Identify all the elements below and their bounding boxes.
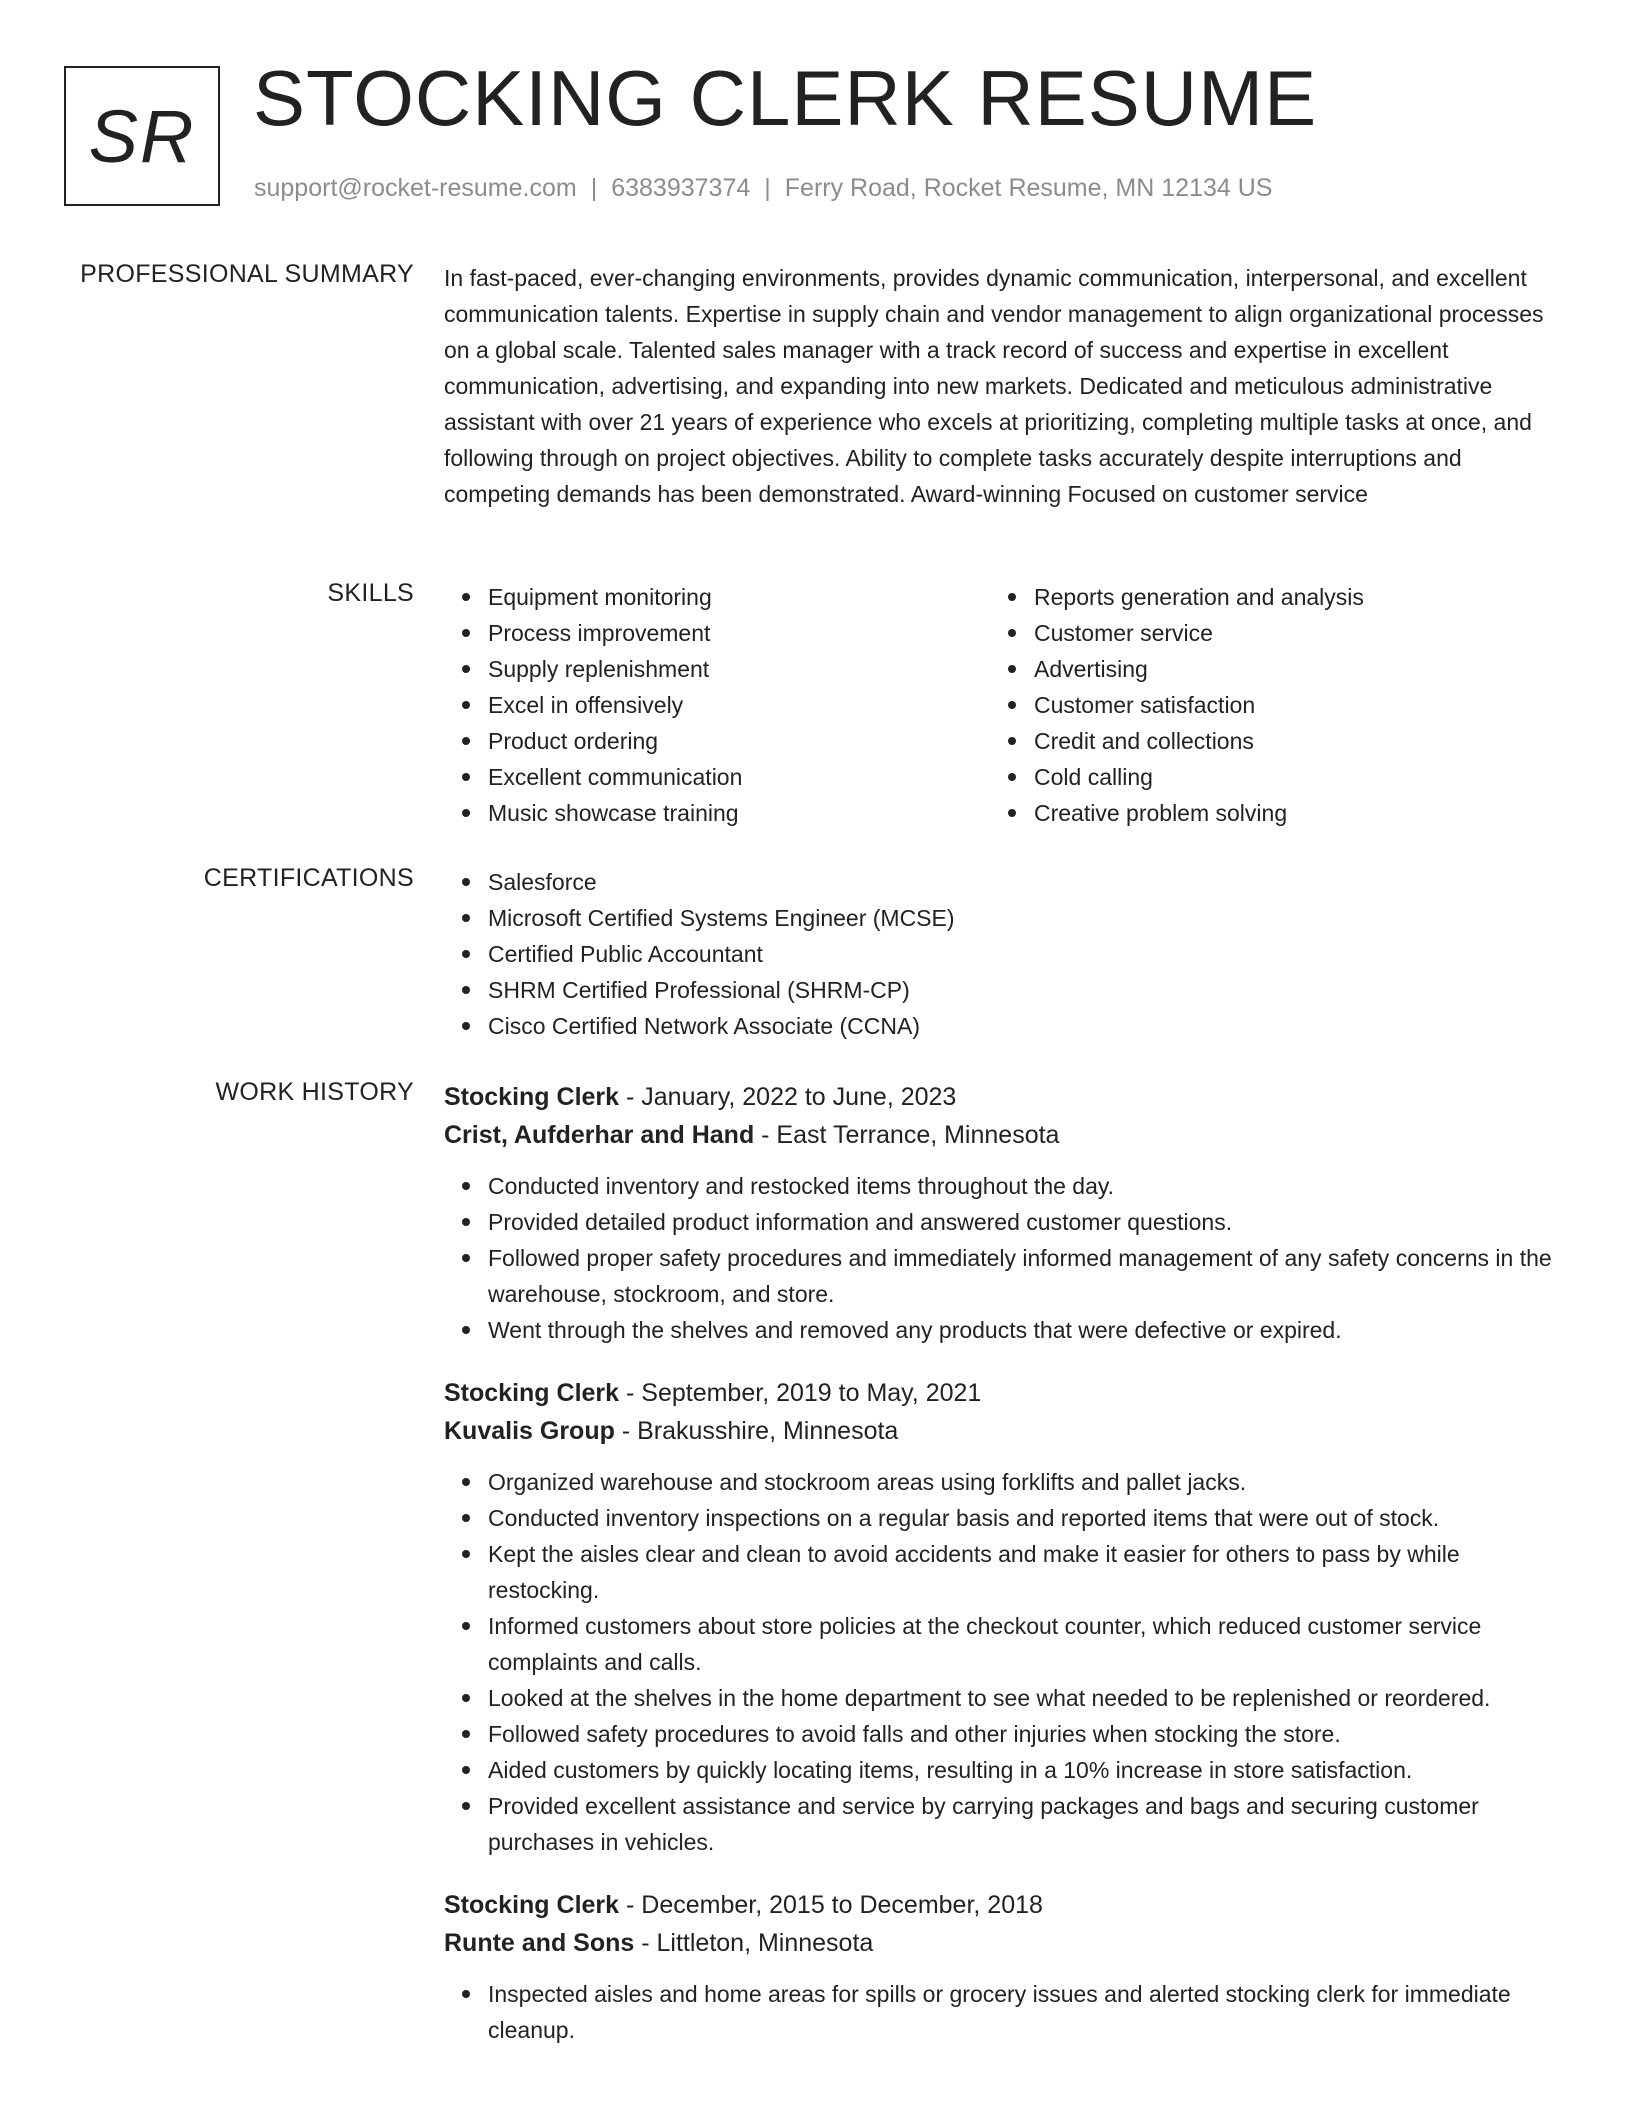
job-duty: Inspected aisles and home areas for spills or grocery issues and alerted stocking clerk for immediate cleanup. <box>488 1976 1556 2048</box>
summary-heading: PROFESSIONAL SUMMARY <box>80 260 414 288</box>
skill-item: Equipment monitoring <box>488 579 990 615</box>
contact-separator: | <box>590 174 598 202</box>
job-location: - Littleton, Minnesota <box>634 1929 874 1957</box>
skill-item: Customer service <box>1034 615 1536 651</box>
job-dates: - January, 2022 to June, 2023 <box>619 1083 957 1111</box>
job-dates: - September, 2019 to May, 2021 <box>619 1379 982 1407</box>
job-duty: Aided customers by quickly locating items, resulting in a 10% increase in store satisfaction. <box>488 1752 1556 1788</box>
job-duty: Followed safety procedures to avoid falls and other injuries when stocking the store. <box>488 1716 1556 1752</box>
job-title: Stocking Clerk <box>444 1891 620 1919</box>
job-title-line <box>444 1886 1556 1924</box>
skill-item: Advertising <box>1034 651 1536 687</box>
skills-column-right <box>990 579 1536 831</box>
skill-item: Credit and collections <box>1034 723 1536 759</box>
job-duties <box>444 1464 1556 1860</box>
job-company: Kuvalis Group <box>444 1417 615 1445</box>
skills-body <box>444 579 1556 831</box>
job-company-line <box>444 1412 1556 1450</box>
skill-item: Reports generation and analysis <box>1034 579 1536 615</box>
skill-item: Process improvement <box>488 615 990 651</box>
job-duty: Conducted inventory and restocked items throughout the day. <box>488 1168 1556 1204</box>
skills-column-left <box>444 579 990 831</box>
job-title: Stocking Clerk <box>444 1379 620 1407</box>
job-duty: Provided detailed product information and answered customer questions. <box>488 1204 1556 1240</box>
job-entry <box>444 1374 1556 1860</box>
skills-heading: SKILLS <box>327 579 414 607</box>
job-duty: Provided excellent assistance and service by carrying packages and bags and securing customer purchases in vehicles. <box>488 1788 1556 1860</box>
job-company: Runte and Sons <box>444 1929 635 1957</box>
job-duties <box>444 1168 1556 1348</box>
work-history-body <box>444 1078 1556 2048</box>
job-duty: Informed customers about store policies at the checkout counter, which reduced customer service complaints and calls. <box>488 1608 1556 1680</box>
job-title-line <box>444 1374 1556 1412</box>
job-duty: Followed proper safety procedures and immediately informed management of any safety concerns in the warehouse, stockroom, and store. <box>488 1240 1556 1312</box>
contact-address: Ferry Road, Rocket Resume, MN 12134 US <box>784 174 1273 202</box>
skill-item: Excellent communication <box>488 759 990 795</box>
job-company: Crist, Aufderhar and Hand <box>444 1121 755 1149</box>
job-title-line <box>444 1078 1556 1116</box>
certifications-body <box>444 864 1556 1044</box>
job-company-line <box>444 1116 1556 1154</box>
contact-separator: | <box>764 174 771 202</box>
skill-item: Excel in offensively <box>488 687 990 723</box>
job-entry <box>444 1078 1556 1348</box>
certification-item: Salesforce <box>488 864 1556 900</box>
job-entry <box>444 1886 1556 2048</box>
job-location: - East Terrance, Minnesota <box>754 1121 1060 1149</box>
summary-text: In fast-paced, ever-changing environments, provides dynamic communication, interpersonal, and excellent communication talents. Expertise in supply chain and vendor management to align organizational processes on a global scale. Talented sales manager with a track record of success and expertise in excellent communication, advertising, and expanding into new markets. Dedicated and meticulous administrative assistant with over 21 years of experience who excels at prioritizing, completing multiple tasks at once, and following through on project objectives. Ability to complete tasks accurately despite interruptions and competing demands has been demonstrated. Award-winning Focused on customer service <box>444 265 1544 507</box>
skill-item: Customer satisfaction <box>1034 687 1536 723</box>
certification-item: Cisco Certified Network Associate (CCNA) <box>488 1008 1556 1044</box>
certification-item: SHRM Certified Professional (SHRM-CP) <box>488 972 1556 1008</box>
skill-item: Cold calling <box>1034 759 1536 795</box>
contact-phone: 6383937374 <box>611 174 751 202</box>
job-duty: Conducted inventory inspections on a regular basis and reported items that were out of stock. <box>488 1500 1556 1536</box>
job-dates: - December, 2015 to December, 2018 <box>619 1891 1043 1919</box>
skill-item: Product ordering <box>488 723 990 759</box>
job-duty: Kept the aisles clear and clean to avoid accidents and make it easier for others to pass by while restocking. <box>488 1536 1556 1608</box>
monogram-logo: SR <box>64 66 220 206</box>
job-company-line <box>444 1924 1556 1962</box>
job-duty: Went through the shelves and removed any products that were defective or expired. <box>488 1312 1556 1348</box>
contact-line <box>254 174 1272 203</box>
job-duty: Looked at the shelves in the home department to see what needed to be replenished or reordered. <box>488 1680 1556 1716</box>
job-duties <box>444 1976 1556 2048</box>
skill-item: Supply replenishment <box>488 651 990 687</box>
skill-item: Music showcase training <box>488 795 990 831</box>
work-history-heading: WORK HISTORY <box>215 1078 414 1106</box>
certification-item: Certified Public Accountant <box>488 936 1556 972</box>
skill-item: Creative problem solving <box>1034 795 1536 831</box>
certifications-heading: CERTIFICATIONS <box>203 864 414 892</box>
job-duty: Organized warehouse and stockroom areas using forklifts and pallet jacks. <box>488 1464 1556 1500</box>
resume-title: STOCKING CLERK RESUME <box>253 54 1318 142</box>
job-location: - Brakusshire, Minnesota <box>614 1417 899 1445</box>
summary-body <box>444 260 1556 512</box>
job-title: Stocking Clerk <box>444 1083 620 1111</box>
certification-item: Microsoft Certified Systems Engineer (MCSE) <box>488 900 1556 936</box>
contact-email: support@rocket-resume.com <box>254 174 577 202</box>
